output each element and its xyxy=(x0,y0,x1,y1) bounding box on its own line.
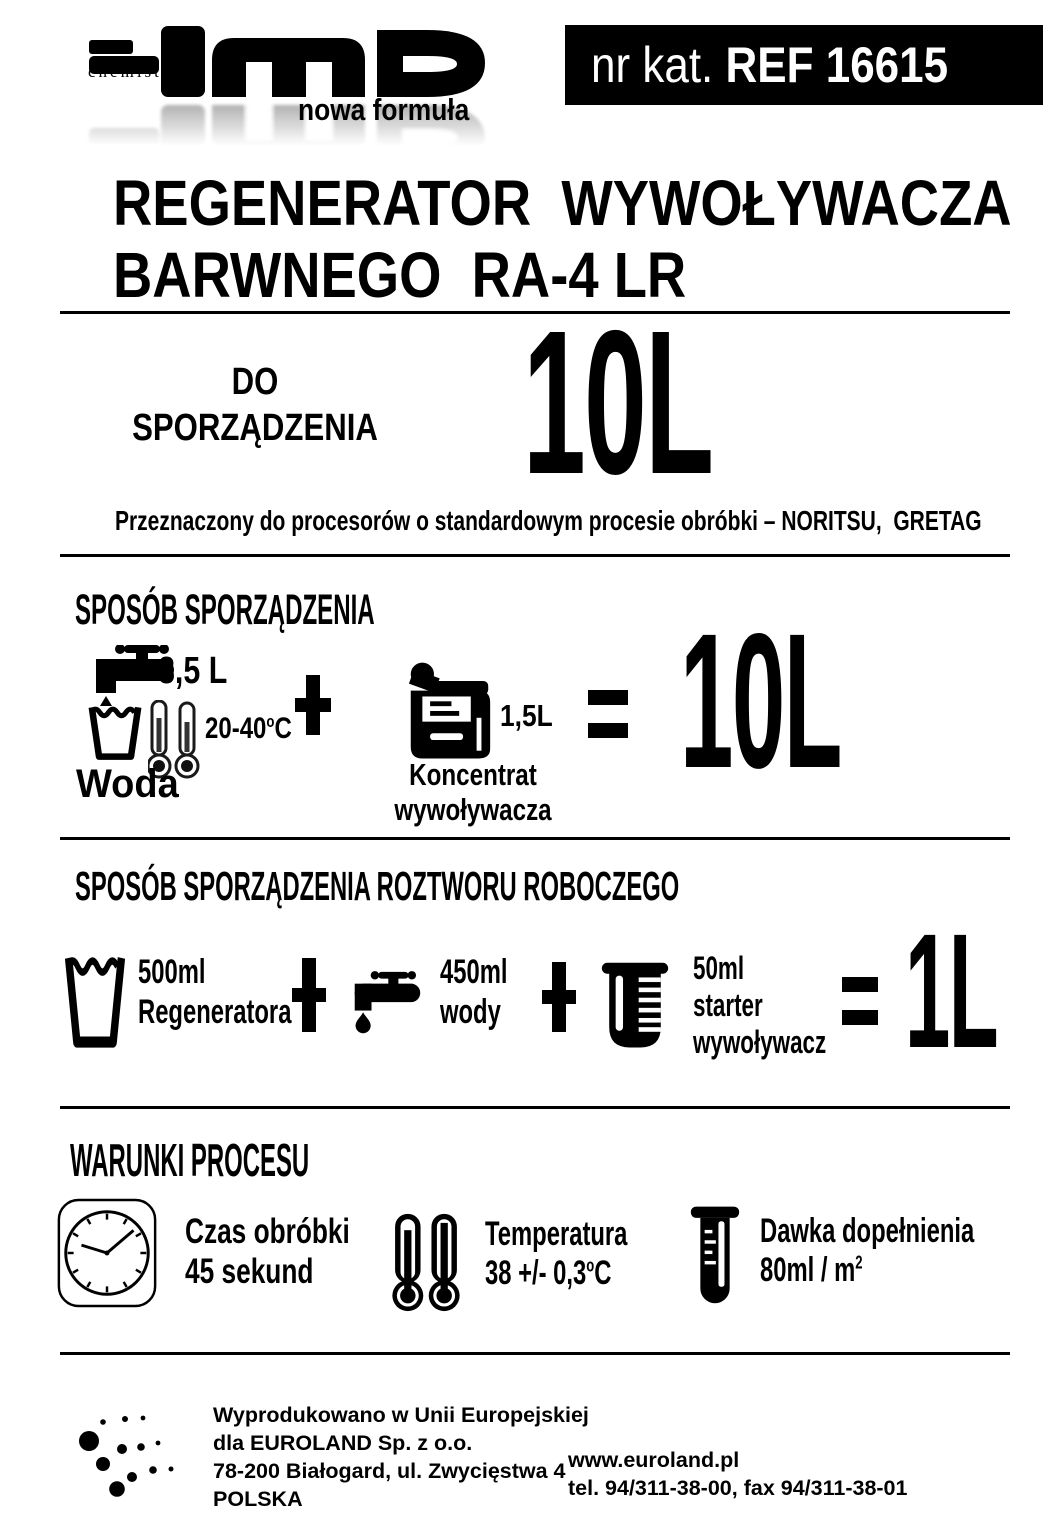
working-solution-result: 1L xyxy=(905,899,998,1082)
brand-sub-label: chemistry xyxy=(88,62,183,81)
makeup-label-line1: DO xyxy=(231,361,279,403)
conditions-heading: WARUNKI PROCESU xyxy=(70,1134,310,1186)
concentrate-label xyxy=(387,758,559,827)
catalog-badge xyxy=(565,25,1043,105)
degree-symbol: o xyxy=(266,713,275,731)
preparation-heading: SPOSÓB SPORZĄDZENIA xyxy=(75,586,375,634)
regenerator-label: Regeneratora xyxy=(138,993,292,1032)
temperature-label: Temperatura xyxy=(485,1215,628,1253)
thermometer-filled-pair-icon xyxy=(390,1212,462,1312)
water-glass-icon xyxy=(62,948,128,1052)
brand-tagline: nowa formuła xyxy=(298,92,470,127)
preparation-result: 10L xyxy=(680,593,841,808)
water-amount: 8,5 L xyxy=(158,650,228,692)
regenerator-amount: 500ml xyxy=(138,953,206,991)
concentrate-amount: 1,5L xyxy=(500,698,553,733)
product-title-line1: REGENERATOR WYWOŁYWACZA xyxy=(113,167,1012,239)
water-label: wody xyxy=(440,993,501,1032)
replenishment-value: 80ml / m xyxy=(760,1251,856,1290)
divider xyxy=(60,837,1010,840)
square-symbol: 2 xyxy=(855,1251,863,1273)
website: www.euroland.pl xyxy=(568,1448,740,1472)
divider xyxy=(60,1106,1010,1109)
concentrate-label-line1: Koncentrat xyxy=(409,757,537,792)
plus-icon xyxy=(295,675,331,735)
divider xyxy=(60,1352,1010,1355)
degree-symbol: o xyxy=(586,1254,595,1276)
catalog-label: nr kat. xyxy=(591,37,714,93)
water-item xyxy=(440,952,536,1032)
water-glass-icon xyxy=(86,700,144,764)
time-value: 45 sekund xyxy=(185,1252,314,1292)
contact-info xyxy=(568,1447,907,1503)
makeup-volume: 10L xyxy=(523,288,713,517)
water-label: Woda xyxy=(76,762,179,806)
equals-icon xyxy=(588,690,628,738)
concentrate-label-line2: wywoływacza xyxy=(394,791,552,827)
dots-logo xyxy=(78,1408,178,1503)
celsius-symbol: C xyxy=(274,712,292,745)
temperature-value: 38 +/- 0,3 xyxy=(485,1254,587,1293)
plus-icon xyxy=(292,958,326,1032)
product-title-line2: BARWNEGO RA-4 LR xyxy=(113,238,687,311)
faucet-icon xyxy=(348,958,432,1048)
address-line2: dla EUROLAND Sp. z o.o. xyxy=(213,1430,473,1455)
clock-icon xyxy=(56,1198,158,1308)
time-label: Czas obróbki xyxy=(185,1212,350,1251)
catalog-ref: REF 16615 xyxy=(725,37,949,93)
starter-label-line2: wywoływacz xyxy=(693,1023,827,1060)
makeup-label-line2: SPORZĄDZENIA xyxy=(132,406,378,449)
replenishment-label: Dawka dopełnienia xyxy=(760,1212,975,1250)
celsius-symbol: C xyxy=(594,1254,612,1293)
equals-icon xyxy=(842,977,878,1025)
test-tube-icon xyxy=(690,1200,740,1315)
concentrate-canister-icon xyxy=(403,660,495,762)
water-temp-range: 20-40 xyxy=(205,712,267,745)
working-solution-heading: SPOSÓB SPORZĄDZENIA ROZTWORU ROBOCZEGO xyxy=(75,863,680,909)
compatibility-note: Przeznaczony do procesorów o standardowym procesie obróbki – NORITSU, GRETAG xyxy=(115,505,982,536)
starter-amount: 50ml xyxy=(693,950,745,986)
temperature-condition xyxy=(485,1215,688,1293)
makeup-label xyxy=(132,360,378,451)
address-line3: 78-200 Białogard, ul. Zwycięstwa 4 xyxy=(213,1458,566,1483)
address-line4: POLSKA xyxy=(213,1486,303,1511)
beaker-icon xyxy=(600,958,670,1054)
plus-icon xyxy=(542,962,576,1032)
time-condition xyxy=(185,1212,405,1293)
starter-label-line1: starter xyxy=(693,986,763,1023)
address-line1: Wyprodukowano w Unii Europejskiej xyxy=(213,1403,589,1427)
replenishment-condition xyxy=(760,1212,1063,1290)
water-amount: 450ml xyxy=(440,953,508,991)
phone-fax: tel. 94/311-38-00, fax 94/311-38-01 xyxy=(568,1475,908,1500)
manufacturer-address xyxy=(213,1402,589,1514)
divider xyxy=(60,554,1010,557)
